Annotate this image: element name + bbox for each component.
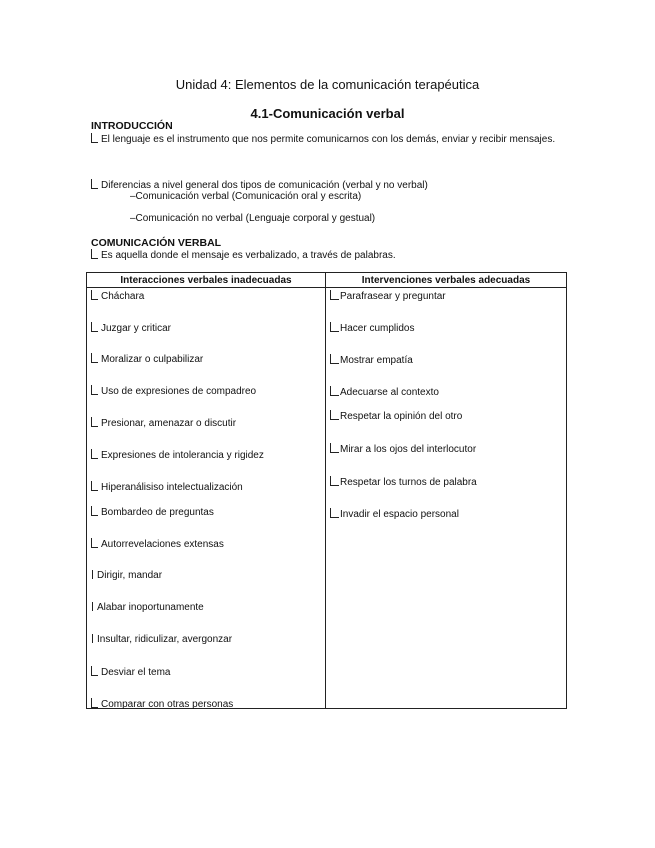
type-nonverbal: –Comunicación no verbal (Lenguaje corporal y gestual) [130,213,376,224]
intro-paragraph [91,133,561,146]
bullet-icon [330,354,339,364]
list-item: Hiperanálisiso intelectualización [91,481,243,493]
list-item: Mirar a los ojos del interlocutor [330,443,476,455]
bullet-icon [91,385,98,395]
intro-text: El lenguaje es el instrumento que nos permite comunicarnos con los demás, enviar y recibir mensajes. [101,134,556,145]
bullet-icon [91,506,98,516]
list-item: Mostrar empatía [330,354,413,366]
list-item: Hacer cumplidos [330,322,414,334]
list-item: Desviar el tema [91,666,170,678]
list-item: Respetar los turnos de palabra [330,476,477,488]
bullet-icon [330,290,339,300]
section-title: 4.1-Comunicación verbal [250,106,405,121]
list-item: Insultar, ridiculizar, avergonzar [91,634,232,645]
bullet-icon [91,698,98,708]
bullet-icon [330,443,339,453]
list-item: Alabar inoportunamente [91,602,204,613]
bullet-icon [91,481,98,491]
list-item: Cháchara [91,290,144,302]
types-text: Diferencias a nivel general dos tipos de comunicación (verbal y no verbal) [101,180,428,191]
header-inadequate: Interacciones verbales inadecuadas [87,273,326,288]
bullet-icon [330,386,339,396]
adequate-column [326,288,567,709]
verbal-definition: Es aquella donde el mensaje es verbalizado, a través de palabras. [101,250,396,261]
bullet-icon [91,538,98,548]
list-item: Expresiones de intolerancia y rigidez [91,449,264,461]
bullet-icon [92,634,93,643]
intro-heading: INTRODUCCIÓN [91,120,173,132]
list-item: Moralizar o culpabilizar [91,353,203,365]
bullet-icon [91,290,98,300]
bullet-icon [91,249,98,259]
bullet-icon [92,602,93,611]
unit-title: Unidad 4: Elementos de la comunicación terapéutica [175,77,480,92]
list-item: Presionar, amenazar o discutir [91,417,236,429]
list-item: Invadir el espacio personal [330,508,459,520]
verbal-definition-paragraph [91,249,561,262]
bullet-icon [91,449,98,459]
bullet-icon [330,410,339,420]
bullet-icon [91,353,98,363]
list-item: Adecuarse al contexto [330,386,439,398]
list-item: Juzgar y criticar [91,322,171,334]
bullet-icon [91,666,98,676]
bullet-icon [91,322,98,332]
list-item: Bombardeo de preguntas [91,506,214,518]
bullet-icon [92,570,93,579]
list-item: Uso de expresiones de compadreo [91,385,256,397]
bullet-icon [330,476,339,486]
inadequate-column [87,288,326,709]
list-item: Respetar la opinión del otro [330,410,462,422]
list-item: Autorrevelaciones extensas [91,538,224,550]
list-item: Comparar con otras personas [91,698,233,710]
list-item: Dirigir, mandar [91,570,162,581]
bullet-icon [330,322,339,332]
list-item: Parafrasear y preguntar [330,290,446,302]
type-verbal: –Comunicación verbal (Comunicación oral y escrita) [130,191,362,202]
header-adequate: Intervenciones verbales adecuadas [326,273,567,288]
bullet-icon [91,133,98,143]
bullet-icon [330,508,339,518]
bullet-icon [91,417,98,427]
verbal-heading: COMUNICACIÓN VERBAL [91,237,222,249]
bullet-icon [91,179,98,189]
comparison-table [86,272,567,709]
